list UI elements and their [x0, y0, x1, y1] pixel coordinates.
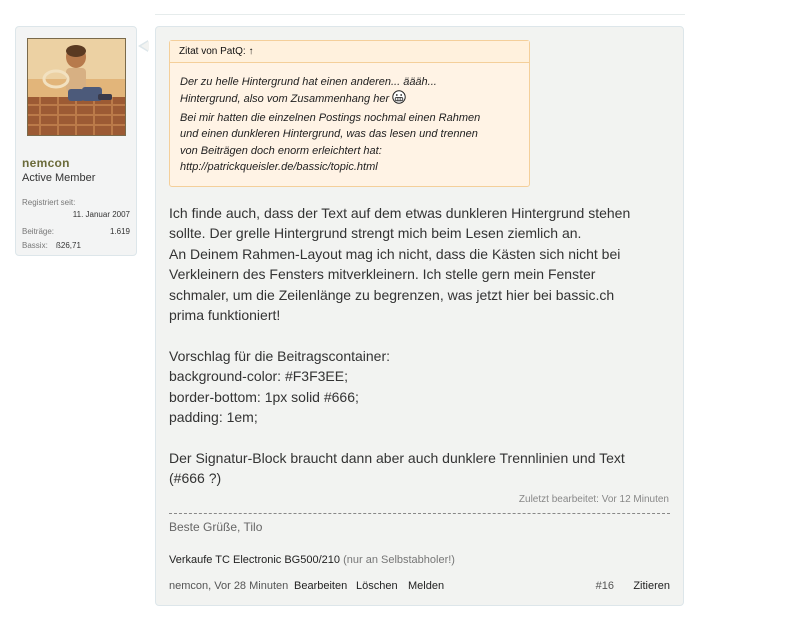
signature-sale-note: (nur an Selbstabholer!)	[343, 554, 455, 566]
quote-button[interactable]: Zitieren	[633, 580, 670, 592]
signature-greeting: Beste Grüße, Tilo	[169, 520, 263, 534]
quote-line-with-smiley	[180, 90, 523, 109]
posts-value: 1.619	[109, 227, 130, 236]
quote-line: und einen dunkleren Hintergrund, was das lesen und trennen	[180, 128, 478, 141]
grin-smiley-icon	[392, 90, 406, 109]
post-line: padding: 1em;	[169, 409, 258, 426]
post-line: An Deinem Rahmen-Layout mag ich nicht, dass die Kästen sich nicht bei	[169, 245, 621, 262]
post-author-time[interactable]: nemcon, Vor 28 Minuten	[169, 580, 289, 592]
paragraph-gap	[169, 325, 664, 345]
bassix-label: Bassix:	[22, 241, 48, 250]
username[interactable]: nemcon	[22, 156, 70, 170]
quote-text	[180, 74, 523, 175]
registered-value: 11. Januar 2007	[72, 210, 130, 219]
post-line: background-color: #F3F3EE;	[169, 368, 348, 385]
delete-button[interactable]: Löschen	[356, 580, 398, 592]
posts-label: Beiträge:	[22, 227, 55, 236]
quote-attribution[interactable]: Zitat von PatQ: ↑	[170, 41, 529, 63]
quote-line: von Beiträgen doch enorm erleichtert hat:	[180, 144, 382, 157]
quote-link[interactable]: http://patrickqueisler.de/bassic/topic.html	[180, 161, 378, 174]
quote-block	[169, 40, 530, 187]
post-line: schmaler, um die Zeilenlänge zu begrenzen, was jetzt hier bei bassic.ch	[169, 286, 615, 303]
signature-sale-text: Verkaufe TC Electronic BG500/210	[169, 554, 341, 566]
post-line: (#666 ?)	[169, 470, 222, 487]
user-title: Active Member	[22, 172, 96, 184]
avatar[interactable]	[27, 38, 126, 136]
post-line: Der Signatur-Block braucht dann aber auch dunklere Trennlinien und Text	[169, 449, 625, 466]
post-line: Ich finde auch, dass der Text auf dem etwas dunkleren Hintergrund stehen	[169, 205, 631, 221]
top-divider	[155, 14, 685, 15]
paragraph-gap	[169, 427, 664, 447]
post-line: Verkleinern des Fensters mitverkleinern. Ich stelle gern mein Fenster	[169, 266, 596, 283]
post-message	[155, 26, 684, 606]
signature-divider	[169, 513, 670, 514]
post-number-link[interactable]: #16	[595, 580, 614, 592]
registered-label: Registriert seit:	[22, 198, 76, 207]
avatar-photo	[28, 39, 125, 135]
message-pointer-inner	[141, 41, 149, 51]
signature-sale	[169, 554, 455, 566]
quote-line: Der zu helle Hintergrund hat einen anderen... äääh...	[180, 76, 437, 88]
post-footer	[169, 580, 670, 596]
quote-line: Hintergrund, also vom Zusammenhang her	[180, 93, 390, 106]
post-line: prima funktioniert!	[169, 307, 281, 324]
user-info-panel	[15, 26, 137, 256]
edited-note: Zuletzt bearbeitet: Vor 12 Minuten	[518, 494, 669, 505]
quote-line: Bei mir hatten die einzelnen Postings nochmal einen Rahmen	[180, 111, 481, 124]
edit-button[interactable]: Bearbeiten	[294, 580, 348, 592]
report-button[interactable]: Melden	[408, 580, 445, 592]
bassix-value: ß26,71	[56, 241, 81, 250]
post-text	[169, 203, 664, 489]
post-line: border-bottom: 1px solid #666;	[169, 388, 359, 405]
post-line: Vorschlag für die Beitragscontainer:	[169, 347, 391, 364]
post-line: sollte. Der grelle Hintergrund strengt mich beim Lesen ziemlich an.	[169, 225, 582, 242]
